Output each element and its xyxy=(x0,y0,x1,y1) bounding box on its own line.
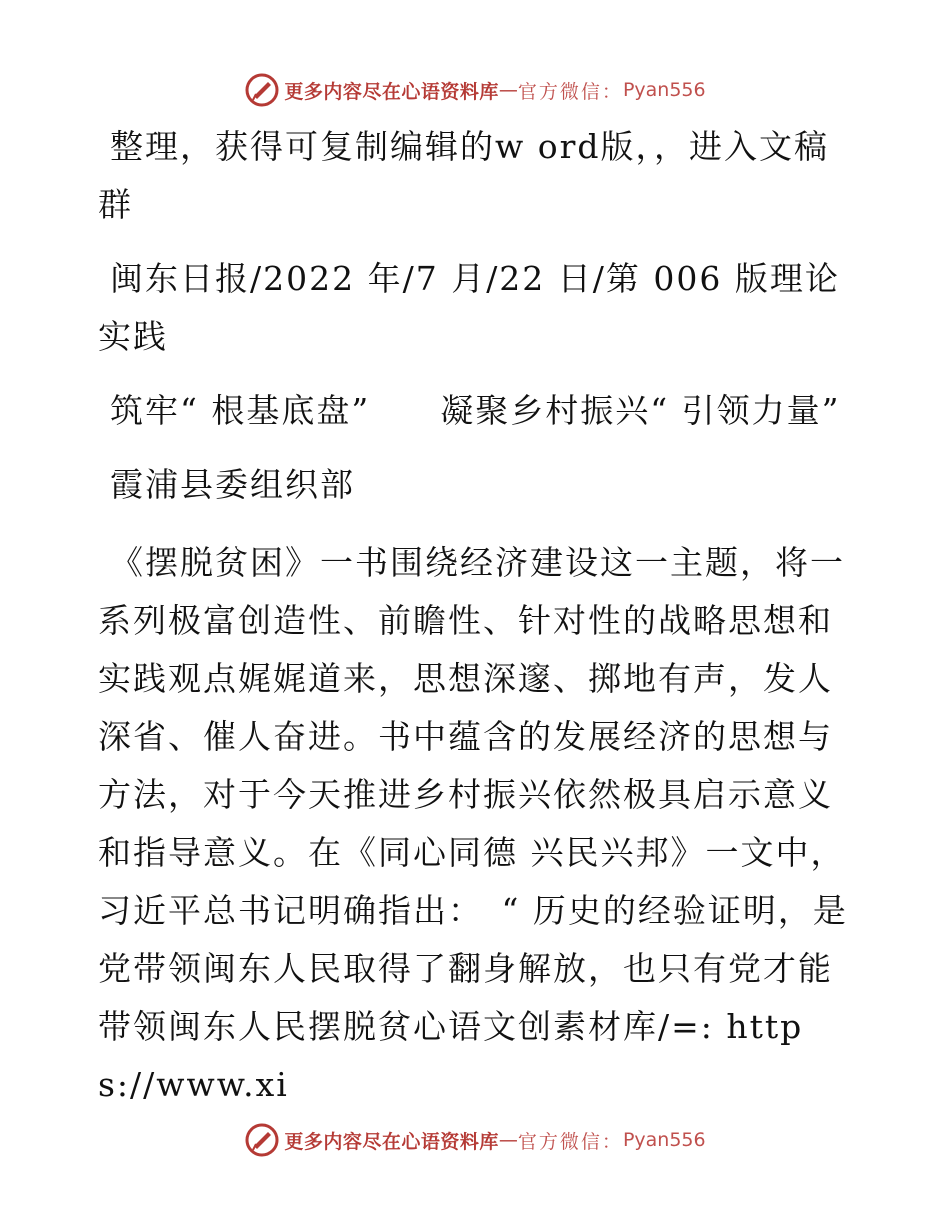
banner-wechat-label: 官方微信： xyxy=(517,80,623,103)
footer-watermark-banner xyxy=(0,1120,950,1160)
banner-wechat-id: Pyan556 xyxy=(622,79,706,101)
intro-paragraph: 整理，获得可复制编辑的w ord版，，进入文稿群 xyxy=(98,127,830,224)
banner-title: 更多内容尽在心语资料库 xyxy=(284,1130,499,1153)
banner-title: 更多内容尽在心语资料库 xyxy=(284,80,499,103)
article-title: 筑牢“ 根基底盘” 凝聚乡村振兴“ 引领力量” xyxy=(110,391,841,430)
brand-logo-icon xyxy=(244,1122,280,1158)
body-paragraph: 《摆脱贫困》一书围绕经济建设这一主题，将一系列极富创造性、前瞻性、针对性的战略思想和实践观点娓娓道来，思想深邃、掷地有声，发人深省、催人奋进。书中蕴含的发展经济的思想与方法，对于今天推进乡村振兴依然极具启示意义和指导意义。在《同心同德 兴民兴邦》一文中，习近平总书记明确指出： “ 历史的经验证明，是党带领闽东人民取得了翻身解放，也只有党才能带领闽东人民摆脱贫心语文创素材库/=: https://www.xi xyxy=(98,543,848,1104)
banner-dash: — xyxy=(498,79,518,101)
document-body xyxy=(98,118,858,1130)
source-line: 闽东日报/2022 年/7 月/22 日/第 006 版理论实践 xyxy=(98,259,840,356)
banner-wechat-id: Pyan556 xyxy=(622,1129,706,1151)
brand-logo-icon xyxy=(244,72,280,108)
banner-wechat-label: 官方微信： xyxy=(517,1130,623,1153)
banner-dash: — xyxy=(498,1129,518,1151)
article-author: 霞浦县委组织部 xyxy=(110,465,355,504)
header-watermark-banner xyxy=(0,70,950,110)
